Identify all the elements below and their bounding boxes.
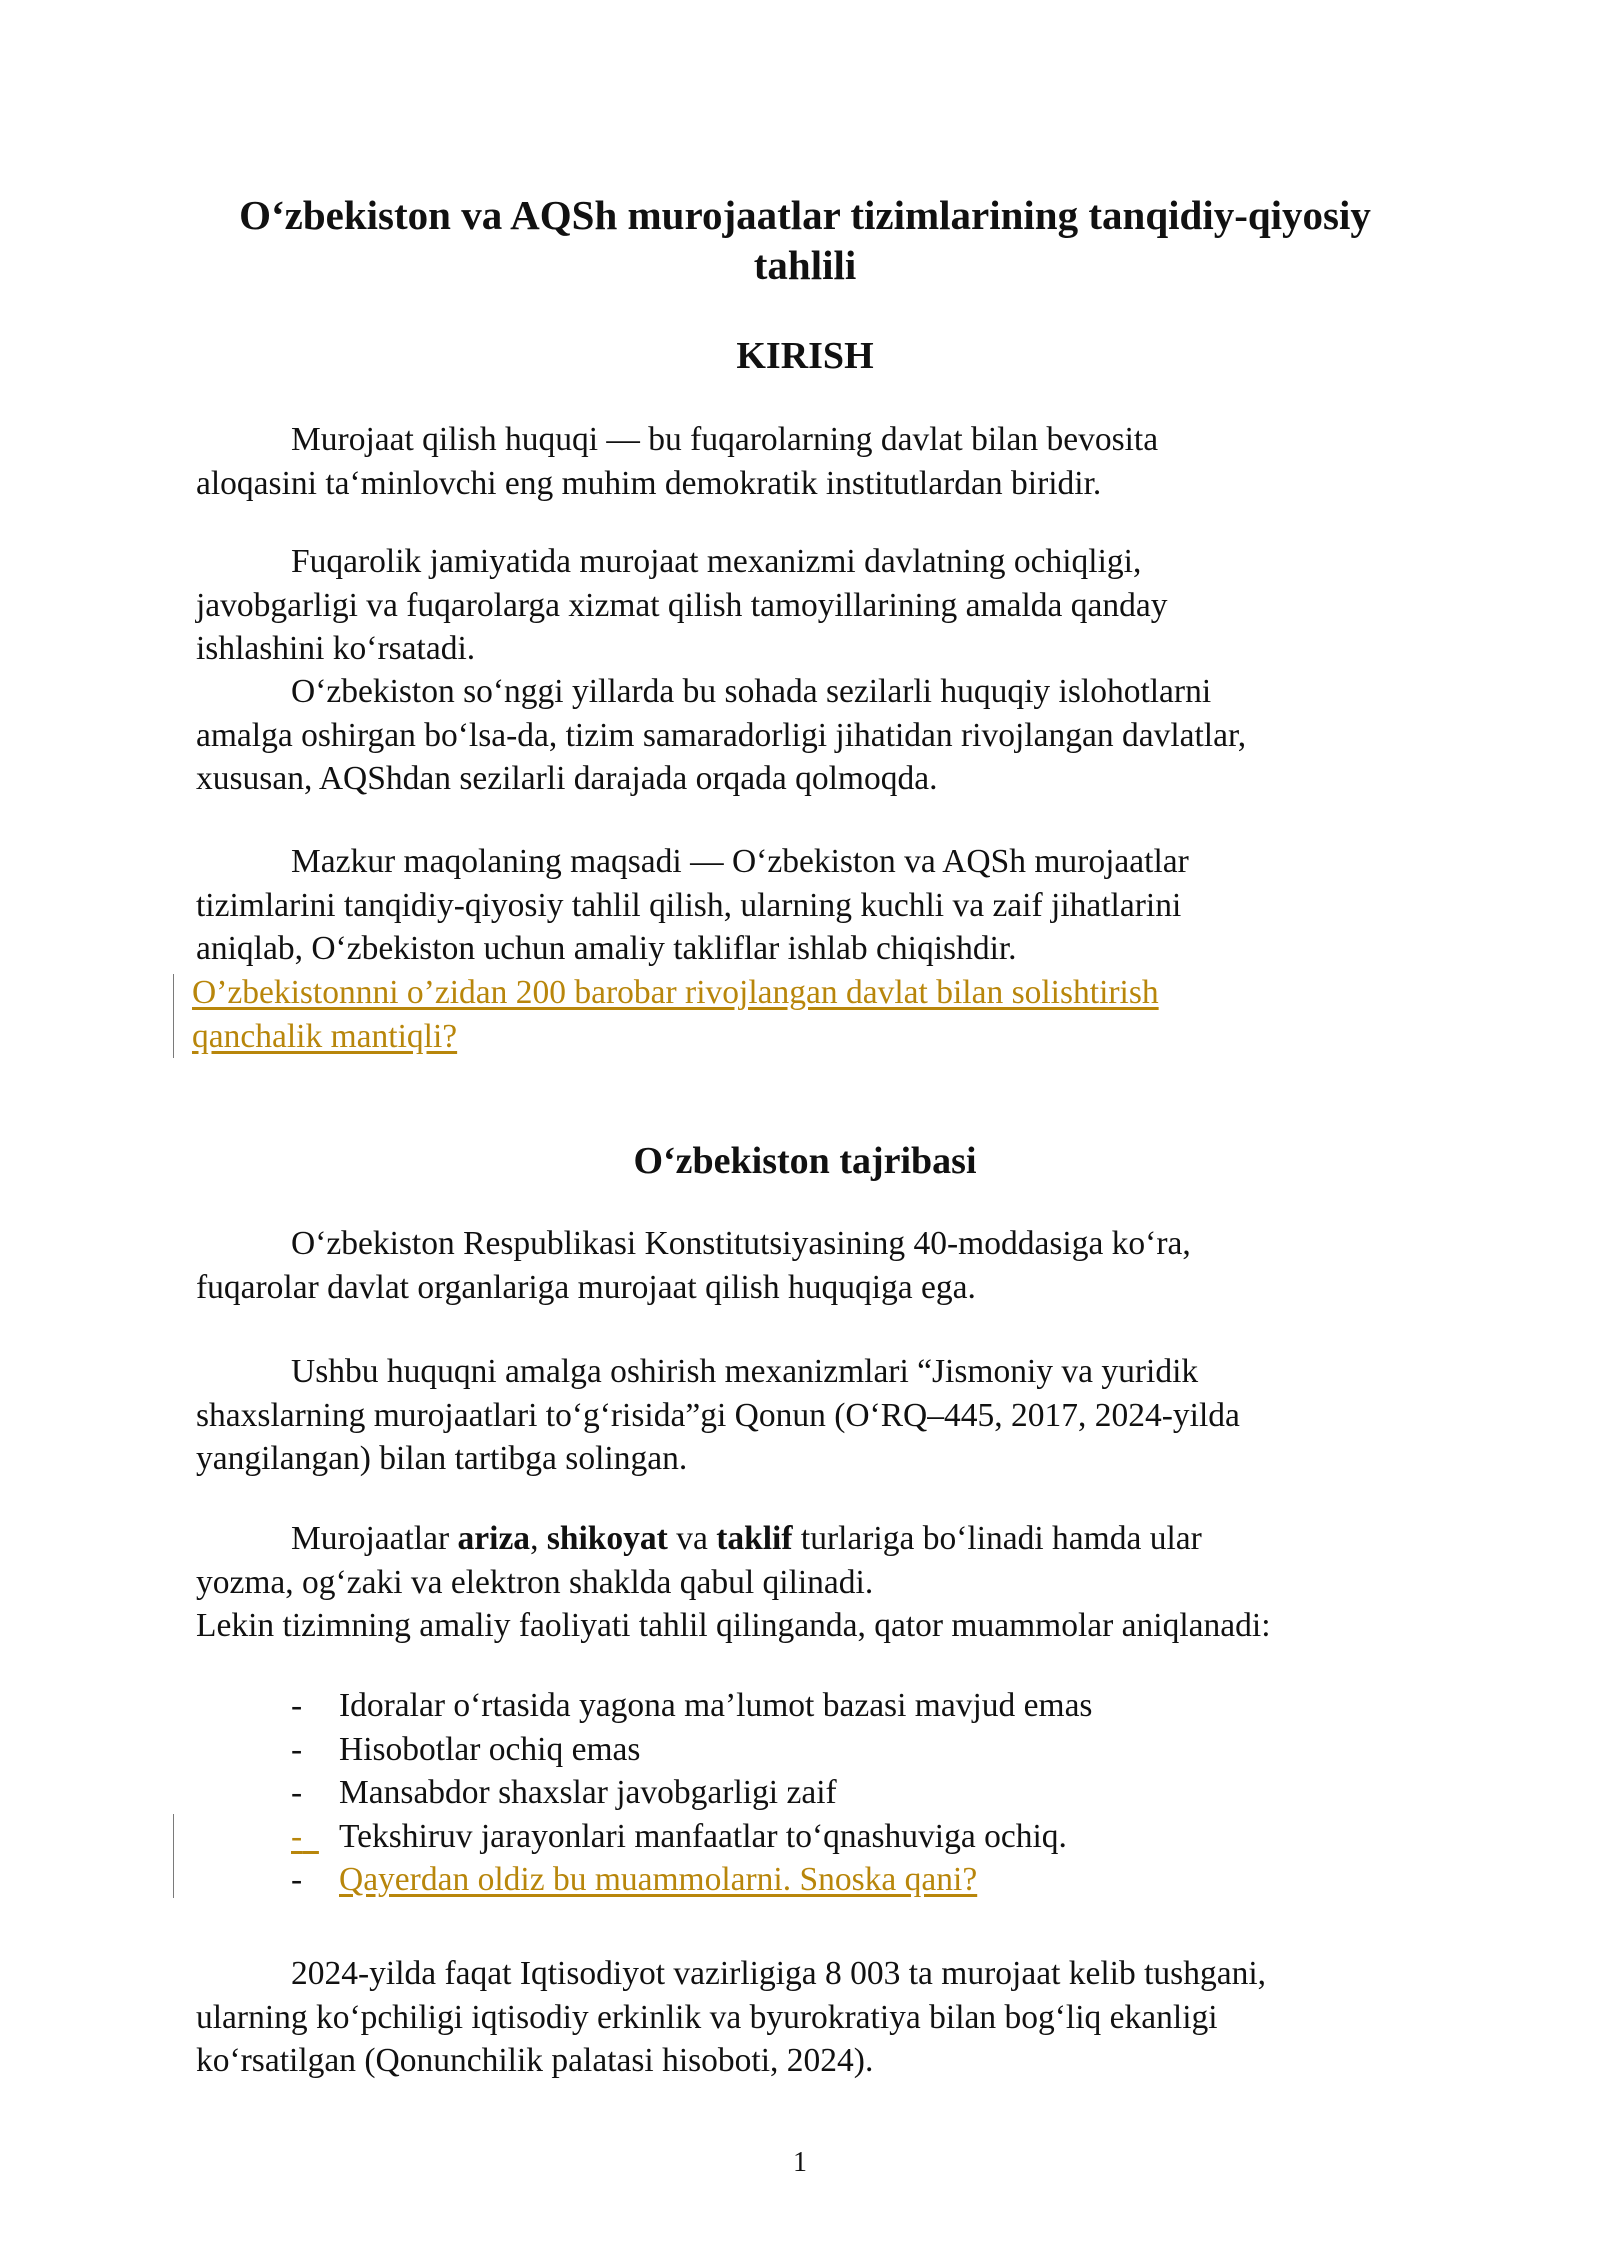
list-item [196, 1815, 1466, 1859]
text-line: Ushbu huquqni amalga oshirish mexanizmlari “Jismoniy va yuridik [291, 1353, 1199, 1390]
title-line-2: tahlili [753, 242, 857, 288]
bullet-dash: - [291, 1861, 303, 1898]
text-line: Mazkur maqolaning maqsadi — O‘zbekiston va AQSh murojaatlar [291, 843, 1189, 880]
text-line: Fuqarolik jamiyatida murojaat mexanizmi davlatning ochiqligi, [291, 543, 1142, 580]
bold-term-ariza: ariza [457, 1520, 531, 1557]
text-line: Murojaat qilish huquqi — bu fuqarolarning davlat bilan bevosita [291, 421, 1159, 458]
text-line: fuqarolar davlat organlariga murojaat qilish huquqiga ega. [196, 1268, 976, 1306]
intro-paragraph-3 [196, 670, 1466, 801]
bold-term-shikoyat: shikoyat [546, 1520, 668, 1557]
bullet-dash: - [291, 1730, 303, 1768]
text-line: xususan, AQShdan sezilarli darajada orqada qolmoqda. [196, 760, 938, 797]
text-line: yangilangan) bilan tartibga solingan. [196, 1440, 688, 1477]
comment-text-line: O’zbekistonnni o’zidan 200 barobar rivojlangan davlat bilan solishtirish [192, 974, 1159, 1011]
list-item [196, 1771, 1466, 1815]
list-item-text: Idoralar o‘rtasida yagona ma’lumot bazasi mavjud emas [339, 1687, 1093, 1724]
bullet-dash-commented[interactable]: - [291, 1817, 303, 1855]
section-heading-uzbekistan: O‘zbekiston tajribasi [633, 1140, 977, 1182]
uz-paragraph-4 [196, 1952, 1466, 2083]
change-bar [173, 974, 174, 1058]
text-run: , [530, 1520, 547, 1557]
title-line-1: O‘zbekiston va AQSh murojaatlar tizimlarining tanqidiy-qiyosiy [239, 192, 1371, 238]
page-number: 1 [793, 2147, 807, 2178]
text-run: turlariga bo‘linadi hamda ular [792, 1520, 1202, 1557]
bold-term-taklif: taklif [716, 1520, 793, 1557]
list-item [196, 1684, 1466, 1728]
text-line [196, 1517, 1466, 1561]
review-comment-2: Qayerdan oldiz bu muammolarni. Snoska qani? [339, 1861, 978, 1898]
text-line: aniqlab, O‘zbekiston uchun amaliy takliflar ishlab chiqishdir. [196, 930, 1017, 967]
text-line: O‘zbekiston Respublikasi Konstitutsiyasining 40-moddasiga ko‘ra, [291, 1225, 1191, 1262]
text-line: O‘zbekiston so‘nggi yillarda bu sohada sezilarli huquqiy islohotlarni [291, 673, 1212, 710]
bullet-dash: - [291, 1774, 303, 1811]
intro-paragraph-2 [196, 540, 1466, 671]
list-item-text: Mansabdor shaxslar javobgarligi zaif [339, 1774, 837, 1811]
uz-paragraph-2 [196, 1350, 1466, 1481]
text-line: javobgarligi va fuqarolarga xizmat qilish tamoyillarining amalda qanday [196, 586, 1168, 624]
text-line: shaxslarning murojaatlari to‘g‘risida”gi Qonun (O‘RQ–445, 2017, 2024-yilda [196, 1396, 1240, 1434]
text-line: yozma, og‘zaki va elektron shaklda qabul qilinadi. [196, 1563, 874, 1601]
document-title [160, 190, 1450, 290]
review-comment-1[interactable] [192, 971, 1462, 1058]
list-item-text: Hisobotlar ochiq emas [339, 1730, 641, 1768]
text-line: Lekin tizimning amaliy faoliyati tahlil qilinganda, qator muammolar aniqlanadi: [196, 1607, 1271, 1644]
text-line: ishlashini ko‘rsatadi. [196, 630, 476, 667]
intro-paragraph-1 [196, 418, 1466, 505]
intro-paragraph-4 [196, 840, 1466, 971]
text-line: 2024-yilda faqat Iqtisodiyot vazirligiga 8 003 ta murojaat kelib tushgani, [291, 1955, 1267, 1992]
text-run: va [667, 1520, 717, 1557]
section-heading-intro: KIRISH [736, 335, 874, 377]
list-item-text: Tekshiruv jarayonlari manfaatlar to‘qnashuviga ochiq. [339, 1817, 1067, 1855]
text-line: ularning ko‘pchiligi iqtisodiy erkinlik va byurokratiya bilan bog‘liq ekanligi [196, 1998, 1218, 2036]
text-run: Murojaatlar [291, 1520, 458, 1557]
list-item [196, 1728, 1466, 1772]
comment-text-line: qanchalik mantiqli? [192, 1017, 458, 1055]
problems-list [196, 1684, 1466, 1902]
uz-paragraph-1 [196, 1222, 1466, 1309]
change-bar [173, 1814, 174, 1898]
text-line: ko‘rsatilgan (Qonunchilik palatasi hisoboti, 2024). [196, 2042, 874, 2079]
text-line: aloqasini ta‘minlovchi eng muhim demokratik institutlardan biridir. [196, 464, 1102, 502]
bullet-dash: - [291, 1687, 303, 1724]
text-line: tizimlarini tanqidiy-qiyosiy tahlil qilish, ularning kuchli va zaif jihatlarini [196, 886, 1182, 924]
list-item-comment[interactable] [196, 1858, 1466, 1902]
uz-paragraph-3 [196, 1517, 1466, 1648]
text-line: amalga oshirgan bo‘lsa-da, tizim samaradorligi jihatidan rivojlangan davlatlar, [196, 716, 1247, 754]
